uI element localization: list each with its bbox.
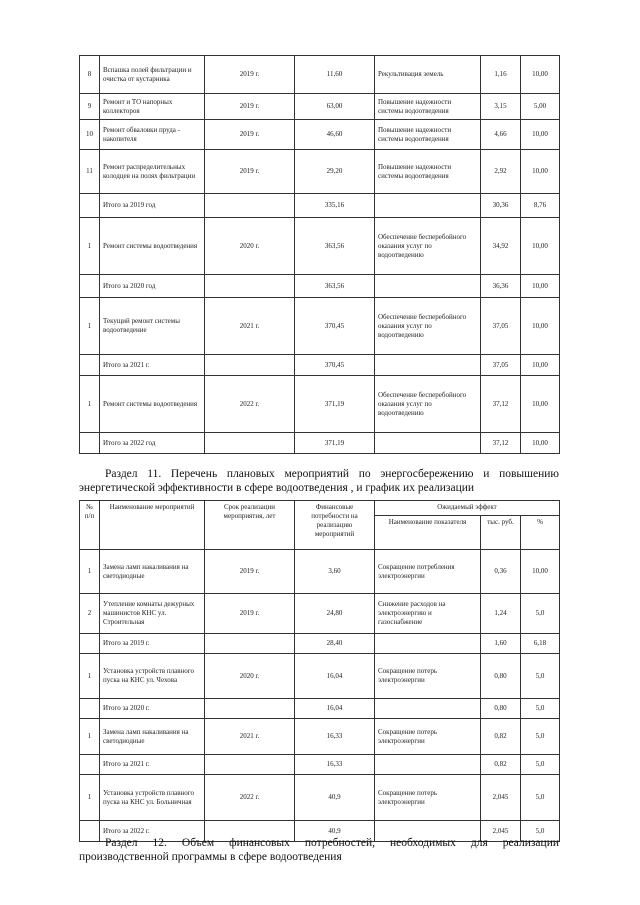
row-effect-rub: 1,16: [481, 56, 521, 94]
row-indicator: Повышение надежности системы водоотведения: [375, 94, 481, 120]
header-num: № п/п: [80, 501, 100, 550]
row-indicator: [375, 433, 481, 454]
row-cost: 16,33: [295, 719, 375, 755]
row-num: 11: [80, 150, 100, 194]
row-num: [80, 355, 100, 376]
row-effect-pct: 6,18: [521, 634, 560, 654]
row-name: Установка устройств плавного пуска на КНС ул. Чехова: [100, 654, 205, 699]
table-row: [80, 634, 560, 654]
row-indicator: Сокращение потерь электроэнергии: [375, 719, 481, 755]
row-name: Ремонт системы водоотведения: [100, 218, 205, 275]
row-indicator: Сокращение потерь электроэнергии: [375, 775, 481, 821]
row-name: Ремонт системы водоотведения: [100, 376, 205, 433]
row-term: 2019 г.: [205, 550, 295, 594]
row-effect-pct: 5,0: [521, 775, 560, 821]
row-name: Утепление комнаты дежурных машинистов КНС ул. Строительная: [100, 594, 205, 634]
row-term: 2019 г.: [205, 150, 295, 194]
row-effect-pct: 10,00: [521, 218, 560, 275]
row-term: [205, 355, 295, 376]
row-effect-rub: 2,045: [481, 821, 521, 842]
row-effect-rub: 2,045: [481, 775, 521, 821]
row-effect-rub: 0,82: [481, 719, 521, 755]
table-row: [80, 719, 560, 755]
row-cost: 363,56: [295, 275, 375, 298]
row-name: Ремонт и ТО напорных коллекторов: [100, 94, 205, 120]
row-effect-rub: 0,80: [481, 654, 521, 699]
row-cost: 28,40: [295, 634, 375, 654]
table-row: [80, 56, 560, 94]
row-num: 1: [80, 298, 100, 355]
row-cost: 46,60: [295, 120, 375, 150]
row-cost: 370,45: [295, 355, 375, 376]
row-indicator: Сокращение потребления электроэнергии: [375, 550, 481, 594]
row-cost: 16,04: [295, 654, 375, 699]
row-indicator: Обеспечение бесперебойного оказания услуг по водоотведению: [375, 376, 481, 433]
row-cost: 40,9: [295, 821, 375, 842]
table-row: [80, 775, 560, 821]
row-term: [205, 634, 295, 654]
row-effect-rub: 34,92: [481, 218, 521, 275]
row-num: 1: [80, 654, 100, 699]
row-cost: 63,00: [295, 94, 375, 120]
row-num: 1: [80, 775, 100, 821]
header-term: Срок реализации мероприятия, лет: [205, 501, 295, 550]
table-row: [80, 376, 560, 433]
row-num: [80, 275, 100, 298]
row-term: 2021 г.: [205, 719, 295, 755]
row-effect-pct: 5,0: [521, 654, 560, 699]
section-12-title-line2: производственной программы в сфере водоотведения: [79, 851, 342, 863]
row-effect-rub: 0,36: [481, 550, 521, 594]
table-row: [80, 594, 560, 634]
row-effect-pct: 5,0: [521, 594, 560, 634]
row-term: 2019 г.: [205, 120, 295, 150]
row-effect-rub: 4,66: [481, 120, 521, 150]
row-name: Замена ламп накаливания на светодиодные: [100, 550, 205, 594]
row-num: 1: [80, 550, 100, 594]
row-num: 10: [80, 120, 100, 150]
row-indicator: Рекультивация земель: [375, 56, 481, 94]
row-cost: 11,60: [295, 56, 375, 94]
row-indicator: [375, 755, 481, 775]
row-indicator: [375, 355, 481, 376]
row-indicator: Снижение расходов на электроэнергию и газоснабжение: [375, 594, 481, 634]
row-num: 1: [80, 719, 100, 755]
row-cost: 24,80: [295, 594, 375, 634]
header-rub: тыс. руб.: [481, 516, 521, 550]
row-name: Установка устройств плавного пуска на КНС ул. Больничная: [100, 775, 205, 821]
header-name: Наименование мероприятий: [100, 501, 205, 550]
row-effect-rub: 37,05: [481, 355, 521, 376]
row-cost: 3,60: [295, 550, 375, 594]
table-row: [80, 433, 560, 454]
row-indicator: [375, 634, 481, 654]
row-name: Итого за 2020 год: [100, 275, 205, 298]
row-name: Текущий ремонт системы водоотведение: [100, 298, 205, 355]
table-row: [80, 218, 560, 275]
row-effect-rub: 2,92: [481, 150, 521, 194]
row-effect-rub: 30,36: [481, 194, 521, 218]
row-name: Итого за 2022 г.: [100, 821, 205, 842]
row-name: Итого за 2019 г.: [100, 634, 205, 654]
row-num: [80, 699, 100, 719]
row-effect-pct: 10,00: [521, 120, 560, 150]
row-effect-pct: 10,00: [521, 550, 560, 594]
row-effect-pct: 10,00: [521, 355, 560, 376]
row-term: 2019 г.: [205, 56, 295, 94]
table-row: [80, 194, 560, 218]
row-effect-rub: 0,80: [481, 699, 521, 719]
row-effect-pct: 5,00: [521, 94, 560, 120]
row-effect-pct: 10,00: [521, 433, 560, 454]
row-term: [205, 194, 295, 218]
row-name: Вспашка полей фильтрации и очистка от кустарника: [100, 56, 205, 94]
row-num: 8: [80, 56, 100, 94]
row-num: 2: [80, 594, 100, 634]
section-12-title-line1: Раздел 12. Объем финансовых потребностей, необходимых для реализации: [105, 837, 559, 849]
row-indicator: Обеспечение бесперебойного оказания услуг по водоотведению: [375, 298, 481, 355]
section-11-title-line1: Раздел 11. Перечень плановых мероприятий по энергосбережению и повышению: [105, 468, 559, 480]
row-term: 2019 г.: [205, 594, 295, 634]
row-indicator: [375, 194, 481, 218]
row-name: Ремонт распределительных колодцев на полях фильтрации: [100, 150, 205, 194]
row-name: Итого за 2021 г.: [100, 755, 205, 775]
row-effect-rub: 0,82: [481, 755, 521, 775]
row-indicator: [375, 699, 481, 719]
row-cost: 363,56: [295, 218, 375, 275]
table-row: [80, 150, 560, 194]
row-effect-pct: 10,00: [521, 150, 560, 194]
section-11-title: [79, 467, 559, 495]
header-indicator: Наименование показателя: [375, 516, 481, 550]
row-effect-pct: 5,0: [521, 699, 560, 719]
row-effect-rub: 1,24: [481, 594, 521, 634]
table-row: [80, 355, 560, 376]
row-num: [80, 755, 100, 775]
row-cost: 371,19: [295, 376, 375, 433]
header-cost: Финансовые потребности на реализацию мероприятий: [295, 501, 375, 550]
row-term: 2022 г.: [205, 775, 295, 821]
row-effect-rub: 37,12: [481, 433, 521, 454]
table-row: [80, 298, 560, 355]
row-term: 2021 г.: [205, 298, 295, 355]
row-effect-rub: 1,60: [481, 634, 521, 654]
row-term: 2022 г.: [205, 376, 295, 433]
row-indicator: Повышение надежности системы водоотведения: [375, 120, 481, 150]
row-indicator: Повышение надежности системы водоотведения: [375, 150, 481, 194]
row-name: Итого за 2019 год: [100, 194, 205, 218]
row-effect-pct: 8,76: [521, 194, 560, 218]
table-row: [80, 654, 560, 699]
row-effect-pct: 10,00: [521, 56, 560, 94]
row-effect-pct: 5,0: [521, 821, 560, 842]
row-indicator: Сокращение потерь электроэнергии: [375, 654, 481, 699]
row-effect-pct: 10,00: [521, 275, 560, 298]
table-row: [80, 699, 560, 719]
row-num: [80, 194, 100, 218]
row-cost: 370,45: [295, 298, 375, 355]
row-indicator: Обеспечение бесперебойного оказания услуг по водоотведению: [375, 218, 481, 275]
row-effect-pct: 10,00: [521, 298, 560, 355]
section-11-title-line2: энергетической эффективности в сфере водоотведения , и график их реализации: [79, 482, 475, 494]
row-cost: 16,33: [295, 755, 375, 775]
table-row: [80, 755, 560, 775]
row-effect-rub: 37,05: [481, 298, 521, 355]
section-12-title: [79, 836, 559, 864]
header-pct: %: [521, 516, 560, 550]
table-row: [80, 550, 560, 594]
row-term: [205, 433, 295, 454]
energy-saving-table: [79, 500, 560, 842]
row-term: 2019 г.: [205, 94, 295, 120]
row-name: Итого за 2020 г.: [100, 699, 205, 719]
row-num: 9: [80, 94, 100, 120]
row-term: [205, 699, 295, 719]
row-name: Ремонт обваловки пруда - накопителя: [100, 120, 205, 150]
row-cost: 29,20: [295, 150, 375, 194]
row-name: Итого за 2021 г.: [100, 355, 205, 376]
row-effect-pct: 5,0: [521, 755, 560, 775]
row-num: [80, 634, 100, 654]
row-num: 1: [80, 218, 100, 275]
row-cost: 16,04: [295, 699, 375, 719]
row-cost: 371,19: [295, 433, 375, 454]
row-name: Итого за 2022 год: [100, 433, 205, 454]
row-num: [80, 433, 100, 454]
row-name: Замена ламп накаливания на светодиодные: [100, 719, 205, 755]
measures-table: [79, 55, 560, 454]
row-term: [205, 755, 295, 775]
row-num: 1: [80, 376, 100, 433]
row-effect-rub: 36,36: [481, 275, 521, 298]
table-row: [80, 120, 560, 150]
row-cost: 40,9: [295, 775, 375, 821]
row-term: 2020 г.: [205, 654, 295, 699]
table-row: [80, 94, 560, 120]
table-row: [80, 275, 560, 298]
row-effect-rub: 37,12: [481, 376, 521, 433]
row-effect-pct: 10,00: [521, 376, 560, 433]
row-term: [205, 275, 295, 298]
row-effect-rub: 3,15: [481, 94, 521, 120]
row-effect-pct: 5,0: [521, 719, 560, 755]
row-cost: 335,16: [295, 194, 375, 218]
row-indicator: [375, 275, 481, 298]
row-term: 2020 г.: [205, 218, 295, 275]
header-effect: Ожидаемый эффект: [375, 501, 560, 516]
